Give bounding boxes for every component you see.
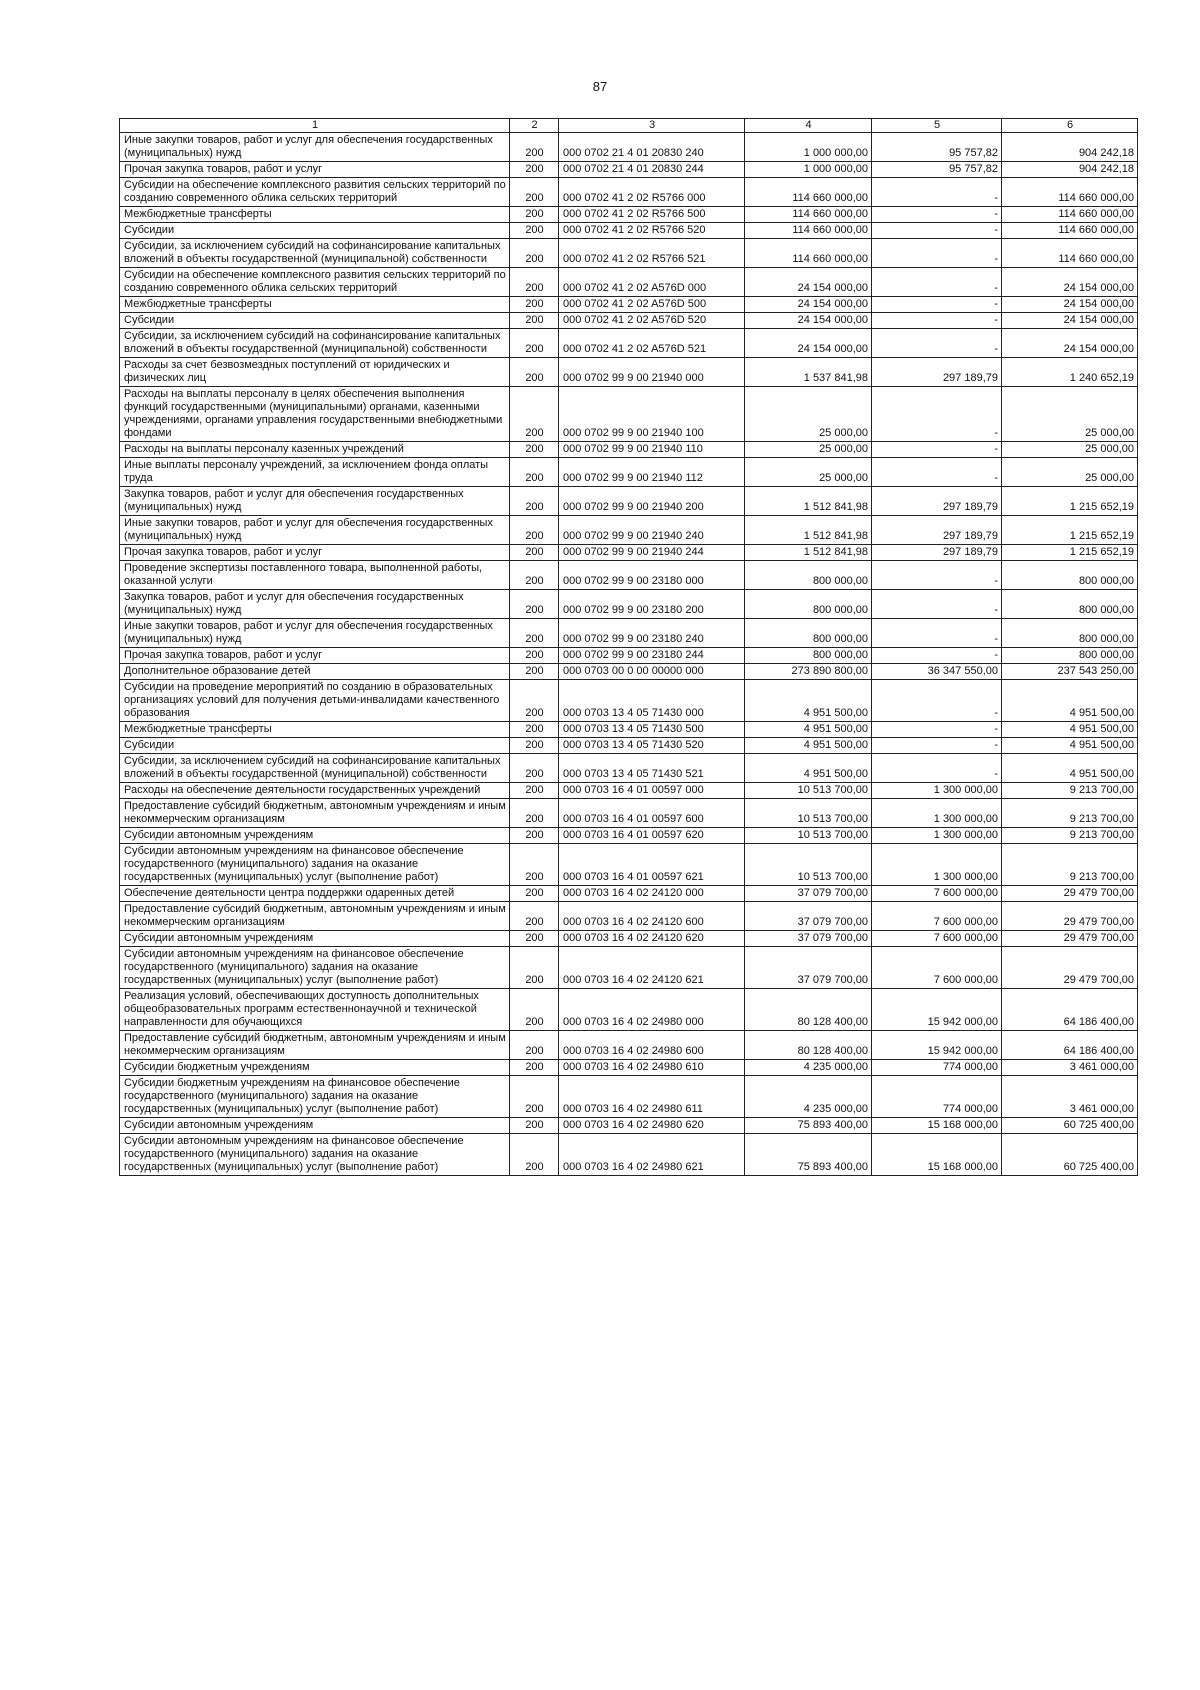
remaining-amount-cell: 25 000,00 bbox=[1002, 458, 1138, 487]
budget-classification-cell: 000 0703 16 4 01 00597 620 bbox=[559, 828, 745, 844]
budget-classification-cell: 000 0703 16 4 02 24980 621 bbox=[559, 1134, 745, 1176]
expense-name-cell: Субсидии на обеспечение комплексного развития сельских территорий по созданию современного облика сельских территорий bbox=[120, 268, 510, 297]
line-code-cell: 200 bbox=[510, 722, 559, 738]
remaining-amount-cell: 1 215 652,19 bbox=[1002, 545, 1138, 561]
approved-amount-cell: 4 951 500,00 bbox=[745, 738, 872, 754]
line-code-cell: 200 bbox=[510, 178, 559, 207]
expense-name-cell: Расходы на обеспечение деятельности государственных учреждений bbox=[120, 783, 510, 799]
line-code-cell: 200 bbox=[510, 268, 559, 297]
remaining-amount-cell: 4 951 500,00 bbox=[1002, 754, 1138, 783]
remaining-amount-cell: 4 951 500,00 bbox=[1002, 722, 1138, 738]
line-code-cell: 200 bbox=[510, 590, 559, 619]
expense-name-cell: Прочая закупка товаров, работ и услуг bbox=[120, 162, 510, 178]
approved-amount-cell: 24 154 000,00 bbox=[745, 329, 872, 358]
executed-amount-cell: - bbox=[872, 268, 1002, 297]
approved-amount-cell: 37 079 700,00 bbox=[745, 886, 872, 902]
budget-classification-cell: 000 0702 41 2 02 A576D 500 bbox=[559, 297, 745, 313]
budget-classification-cell: 000 0702 99 9 00 21940 000 bbox=[559, 358, 745, 387]
remaining-amount-cell: 114 660 000,00 bbox=[1002, 223, 1138, 239]
budget-classification-cell: 000 0703 16 4 02 24980 620 bbox=[559, 1118, 745, 1134]
line-code-cell: 200 bbox=[510, 1060, 559, 1076]
remaining-amount-cell: 800 000,00 bbox=[1002, 619, 1138, 648]
approved-amount-cell: 1 512 841,98 bbox=[745, 545, 872, 561]
remaining-amount-cell: 800 000,00 bbox=[1002, 590, 1138, 619]
approved-amount-cell: 10 513 700,00 bbox=[745, 799, 872, 828]
expense-name-cell: Прочая закупка товаров, работ и услуг bbox=[120, 545, 510, 561]
executed-amount-cell: 95 757,82 bbox=[872, 162, 1002, 178]
table-row bbox=[120, 722, 1138, 738]
line-code-cell: 200 bbox=[510, 207, 559, 223]
approved-amount-cell: 75 893 400,00 bbox=[745, 1134, 872, 1176]
budget-classification-cell: 000 0703 16 4 01 00597 000 bbox=[559, 783, 745, 799]
executed-amount-cell: 7 600 000,00 bbox=[872, 902, 1002, 931]
column-header: 3 bbox=[559, 119, 745, 133]
executed-amount-cell: - bbox=[872, 387, 1002, 442]
expense-name-cell: Межбюджетные трансферты bbox=[120, 722, 510, 738]
executed-amount-cell: 7 600 000,00 bbox=[872, 931, 1002, 947]
budget-classification-cell: 000 0703 16 4 01 00597 600 bbox=[559, 799, 745, 828]
expense-name-cell: Субсидии автономным учреждениям bbox=[120, 828, 510, 844]
executed-amount-cell: 7 600 000,00 bbox=[872, 886, 1002, 902]
budget-classification-cell: 000 0703 16 4 01 00597 621 bbox=[559, 844, 745, 886]
remaining-amount-cell: 3 461 000,00 bbox=[1002, 1076, 1138, 1118]
line-code-cell: 200 bbox=[510, 358, 559, 387]
approved-amount-cell: 37 079 700,00 bbox=[745, 947, 872, 989]
line-code-cell: 200 bbox=[510, 458, 559, 487]
budget-classification-cell: 000 0702 41 2 02 R5766 521 bbox=[559, 239, 745, 268]
line-code-cell: 200 bbox=[510, 1134, 559, 1176]
remaining-amount-cell: 800 000,00 bbox=[1002, 648, 1138, 664]
budget-classification-cell: 000 0703 16 4 02 24120 621 bbox=[559, 947, 745, 989]
executed-amount-cell: - bbox=[872, 329, 1002, 358]
expense-name-cell: Предоставление субсидий бюджетным, автономным учреждениям и иным некоммерческим организациям bbox=[120, 902, 510, 931]
line-code-cell: 200 bbox=[510, 442, 559, 458]
expense-name-cell: Расходы на выплаты персоналу казенных учреждений bbox=[120, 442, 510, 458]
executed-amount-cell: - bbox=[872, 754, 1002, 783]
approved-amount-cell: 10 513 700,00 bbox=[745, 844, 872, 886]
budget-classification-cell: 000 0702 99 9 00 21940 112 bbox=[559, 458, 745, 487]
expense-name-cell: Субсидии автономным учреждениям на финансовое обеспечение государственного (муниципального) задания на оказание государственных (муниципальных) услуг (выполнение работ) bbox=[120, 947, 510, 989]
executed-amount-cell: 1 300 000,00 bbox=[872, 783, 1002, 799]
table-row bbox=[120, 516, 1138, 545]
expense-name-cell: Субсидии bbox=[120, 313, 510, 329]
executed-amount-cell: - bbox=[872, 738, 1002, 754]
remaining-amount-cell: 24 154 000,00 bbox=[1002, 268, 1138, 297]
executed-amount-cell: 774 000,00 bbox=[872, 1060, 1002, 1076]
remaining-amount-cell: 29 479 700,00 bbox=[1002, 947, 1138, 989]
approved-amount-cell: 24 154 000,00 bbox=[745, 313, 872, 329]
line-code-cell: 200 bbox=[510, 329, 559, 358]
table-row bbox=[120, 358, 1138, 387]
remaining-amount-cell: 237 543 250,00 bbox=[1002, 664, 1138, 680]
line-code-cell: 200 bbox=[510, 313, 559, 329]
line-code-cell: 200 bbox=[510, 738, 559, 754]
budget-classification-cell: 000 0702 99 9 00 23180 244 bbox=[559, 648, 745, 664]
table-row bbox=[120, 664, 1138, 680]
table-row bbox=[120, 648, 1138, 664]
executed-amount-cell: - bbox=[872, 297, 1002, 313]
approved-amount-cell: 75 893 400,00 bbox=[745, 1118, 872, 1134]
remaining-amount-cell: 904 242,18 bbox=[1002, 133, 1138, 162]
budget-classification-cell: 000 0702 21 4 01 20830 240 bbox=[559, 133, 745, 162]
table-row bbox=[120, 487, 1138, 516]
expense-name-cell: Субсидии, за исключением субсидий на софинансирование капитальных вложений в объекты государственной (муниципальной) собственности bbox=[120, 239, 510, 268]
approved-amount-cell: 25 000,00 bbox=[745, 387, 872, 442]
remaining-amount-cell: 9 213 700,00 bbox=[1002, 828, 1138, 844]
table-row bbox=[120, 783, 1138, 799]
approved-amount-cell: 24 154 000,00 bbox=[745, 297, 872, 313]
expense-name-cell: Субсидии бюджетным учреждениям bbox=[120, 1060, 510, 1076]
expense-name-cell: Реализация условий, обеспечивающих доступность дополнительных общеобразовательных программ естественнонаучной и технической направленности для обучающихся bbox=[120, 989, 510, 1031]
remaining-amount-cell: 904 242,18 bbox=[1002, 162, 1138, 178]
table-row bbox=[120, 1031, 1138, 1060]
approved-amount-cell: 4 951 500,00 bbox=[745, 722, 872, 738]
expense-name-cell: Межбюджетные трансферты bbox=[120, 207, 510, 223]
table-row bbox=[120, 387, 1138, 442]
expense-name-cell: Субсидии, за исключением субсидий на софинансирование капитальных вложений в объекты государственной (муниципальной) собственности bbox=[120, 329, 510, 358]
remaining-amount-cell: 1 240 652,19 bbox=[1002, 358, 1138, 387]
budget-classification-cell: 000 0702 41 2 02 R5766 000 bbox=[559, 178, 745, 207]
line-code-cell: 200 bbox=[510, 664, 559, 680]
remaining-amount-cell: 29 479 700,00 bbox=[1002, 902, 1138, 931]
budget-classification-cell: 000 0703 16 4 02 24980 600 bbox=[559, 1031, 745, 1060]
approved-amount-cell: 800 000,00 bbox=[745, 590, 872, 619]
line-code-cell: 200 bbox=[510, 754, 559, 783]
budget-classification-cell: 000 0703 16 4 02 24120 620 bbox=[559, 931, 745, 947]
budget-classification-cell: 000 0703 16 4 02 24120 000 bbox=[559, 886, 745, 902]
approved-amount-cell: 1 512 841,98 bbox=[745, 516, 872, 545]
budget-classification-cell: 000 0702 41 2 02 A576D 000 bbox=[559, 268, 745, 297]
line-code-cell: 200 bbox=[510, 1076, 559, 1118]
table-row bbox=[120, 754, 1138, 783]
approved-amount-cell: 114 660 000,00 bbox=[745, 239, 872, 268]
expense-name-cell: Расходы за счет безвозмездных поступлений от юридических и физических лиц bbox=[120, 358, 510, 387]
remaining-amount-cell: 60 725 400,00 bbox=[1002, 1118, 1138, 1134]
approved-amount-cell: 4 951 500,00 bbox=[745, 680, 872, 722]
table-row bbox=[120, 1118, 1138, 1134]
remaining-amount-cell: 1 215 652,19 bbox=[1002, 516, 1138, 545]
remaining-amount-cell: 4 951 500,00 bbox=[1002, 738, 1138, 754]
executed-amount-cell: 1 300 000,00 bbox=[872, 828, 1002, 844]
executed-amount-cell: 297 189,79 bbox=[872, 487, 1002, 516]
remaining-amount-cell: 114 660 000,00 bbox=[1002, 239, 1138, 268]
table-row bbox=[120, 545, 1138, 561]
executed-amount-cell: - bbox=[872, 207, 1002, 223]
page-number: 87 bbox=[592, 79, 608, 94]
line-code-cell: 200 bbox=[510, 223, 559, 239]
executed-amount-cell: 297 189,79 bbox=[872, 516, 1002, 545]
budget-execution-table bbox=[119, 118, 1138, 1176]
table-row bbox=[120, 886, 1138, 902]
line-code-cell: 200 bbox=[510, 931, 559, 947]
approved-amount-cell: 4 951 500,00 bbox=[745, 754, 872, 783]
expense-name-cell: Иные выплаты персоналу учреждений, за исключением фонда оплаты труда bbox=[120, 458, 510, 487]
table-row bbox=[120, 329, 1138, 358]
executed-amount-cell: 36 347 550,00 bbox=[872, 664, 1002, 680]
table-row bbox=[120, 828, 1138, 844]
table-row bbox=[120, 223, 1138, 239]
executed-amount-cell: - bbox=[872, 680, 1002, 722]
column-header: 6 bbox=[1002, 119, 1138, 133]
line-code-cell: 200 bbox=[510, 680, 559, 722]
line-code-cell: 200 bbox=[510, 561, 559, 590]
line-code-cell: 200 bbox=[510, 989, 559, 1031]
table-row bbox=[120, 619, 1138, 648]
line-code-cell: 200 bbox=[510, 162, 559, 178]
remaining-amount-cell: 29 479 700,00 bbox=[1002, 931, 1138, 947]
line-code-cell: 200 bbox=[510, 297, 559, 313]
line-code-cell: 200 bbox=[510, 828, 559, 844]
budget-classification-cell: 000 0703 16 4 02 24980 611 bbox=[559, 1076, 745, 1118]
expense-name-cell: Обеспечение деятельности центра поддержки одаренных детей bbox=[120, 886, 510, 902]
table-row bbox=[120, 931, 1138, 947]
executed-amount-cell: - bbox=[872, 648, 1002, 664]
executed-amount-cell: - bbox=[872, 223, 1002, 239]
executed-amount-cell: 297 189,79 bbox=[872, 545, 1002, 561]
executed-amount-cell: 95 757,82 bbox=[872, 133, 1002, 162]
expense-name-cell: Иные закупки товаров, работ и услуг для обеспечения государственных (муниципальных) нужд bbox=[120, 133, 510, 162]
table-row bbox=[120, 297, 1138, 313]
approved-amount-cell: 37 079 700,00 bbox=[745, 931, 872, 947]
line-code-cell: 200 bbox=[510, 516, 559, 545]
budget-classification-cell: 000 0702 99 9 00 23180 200 bbox=[559, 590, 745, 619]
column-header: 5 bbox=[872, 119, 1002, 133]
column-header: 4 bbox=[745, 119, 872, 133]
expense-name-cell: Субсидии автономным учреждениям bbox=[120, 931, 510, 947]
budget-classification-cell: 000 0702 41 2 02 A576D 520 bbox=[559, 313, 745, 329]
remaining-amount-cell: 64 186 400,00 bbox=[1002, 1031, 1138, 1060]
executed-amount-cell: - bbox=[872, 442, 1002, 458]
expense-name-cell: Иные закупки товаров, работ и услуг для обеспечения государственных (муниципальных) нужд bbox=[120, 516, 510, 545]
approved-amount-cell: 10 513 700,00 bbox=[745, 828, 872, 844]
remaining-amount-cell: 60 725 400,00 bbox=[1002, 1134, 1138, 1176]
approved-amount-cell: 25 000,00 bbox=[745, 442, 872, 458]
table-row bbox=[120, 902, 1138, 931]
remaining-amount-cell: 9 213 700,00 bbox=[1002, 783, 1138, 799]
table-row bbox=[120, 738, 1138, 754]
executed-amount-cell: 297 189,79 bbox=[872, 358, 1002, 387]
table-row bbox=[120, 1134, 1138, 1176]
executed-amount-cell: - bbox=[872, 313, 1002, 329]
table-row bbox=[120, 162, 1138, 178]
line-code-cell: 200 bbox=[510, 545, 559, 561]
executed-amount-cell: 15 942 000,00 bbox=[872, 1031, 1002, 1060]
budget-classification-cell: 000 0703 16 4 02 24980 000 bbox=[559, 989, 745, 1031]
remaining-amount-cell: 4 951 500,00 bbox=[1002, 680, 1138, 722]
expense-name-cell: Субсидии bbox=[120, 738, 510, 754]
line-code-cell: 200 bbox=[510, 1118, 559, 1134]
approved-amount-cell: 25 000,00 bbox=[745, 458, 872, 487]
remaining-amount-cell: 24 154 000,00 bbox=[1002, 297, 1138, 313]
expense-name-cell: Дополнительное образование детей bbox=[120, 664, 510, 680]
executed-amount-cell: - bbox=[872, 458, 1002, 487]
approved-amount-cell: 273 890 800,00 bbox=[745, 664, 872, 680]
executed-amount-cell: 7 600 000,00 bbox=[872, 947, 1002, 989]
remaining-amount-cell: 114 660 000,00 bbox=[1002, 178, 1138, 207]
budget-classification-cell: 000 0703 13 4 05 71430 000 bbox=[559, 680, 745, 722]
remaining-amount-cell: 3 461 000,00 bbox=[1002, 1060, 1138, 1076]
budget-classification-cell: 000 0702 41 2 02 R5766 500 bbox=[559, 207, 745, 223]
budget-classification-cell: 000 0702 21 4 01 20830 244 bbox=[559, 162, 745, 178]
budget-classification-cell: 000 0702 99 9 00 21940 110 bbox=[559, 442, 745, 458]
executed-amount-cell: 15 942 000,00 bbox=[872, 989, 1002, 1031]
table-row bbox=[120, 680, 1138, 722]
table-row bbox=[120, 313, 1138, 329]
remaining-amount-cell: 64 186 400,00 bbox=[1002, 989, 1138, 1031]
expense-name-cell: Межбюджетные трансферты bbox=[120, 297, 510, 313]
table-row bbox=[120, 844, 1138, 886]
expense-name-cell: Расходы на выплаты персоналу в целях обеспечения выполнения функций государственными (муниципальными) органами, казенными учреждениями, органами управления государственными внебюджетными фондами bbox=[120, 387, 510, 442]
approved-amount-cell: 114 660 000,00 bbox=[745, 207, 872, 223]
table-row bbox=[120, 239, 1138, 268]
executed-amount-cell: - bbox=[872, 178, 1002, 207]
line-code-cell: 200 bbox=[510, 487, 559, 516]
table-row bbox=[120, 1060, 1138, 1076]
expense-name-cell: Предоставление субсидий бюджетным, автономным учреждениям и иным некоммерческим организациям bbox=[120, 799, 510, 828]
expense-name-cell: Прочая закупка товаров, работ и услуг bbox=[120, 648, 510, 664]
executed-amount-cell: 15 168 000,00 bbox=[872, 1134, 1002, 1176]
approved-amount-cell: 80 128 400,00 bbox=[745, 1031, 872, 1060]
executed-amount-cell: 15 168 000,00 bbox=[872, 1118, 1002, 1134]
executed-amount-cell: - bbox=[872, 619, 1002, 648]
approved-amount-cell: 1 000 000,00 bbox=[745, 133, 872, 162]
column-header: 1 bbox=[120, 119, 510, 133]
budget-classification-cell: 000 0702 99 9 00 21940 200 bbox=[559, 487, 745, 516]
line-code-cell: 200 bbox=[510, 783, 559, 799]
expense-name-cell: Субсидии автономным учреждениям bbox=[120, 1118, 510, 1134]
approved-amount-cell: 114 660 000,00 bbox=[745, 223, 872, 239]
executed-amount-cell: - bbox=[872, 590, 1002, 619]
approved-amount-cell: 800 000,00 bbox=[745, 648, 872, 664]
executed-amount-cell: - bbox=[872, 239, 1002, 268]
budget-classification-cell: 000 0703 00 0 00 00000 000 bbox=[559, 664, 745, 680]
expense-name-cell: Субсидии автономным учреждениям на финансовое обеспечение государственного (муниципального) задания на оказание государственных (муниципальных) услуг (выполнение работ) bbox=[120, 1134, 510, 1176]
table-row bbox=[120, 989, 1138, 1031]
executed-amount-cell: 1 300 000,00 bbox=[872, 799, 1002, 828]
approved-amount-cell: 37 079 700,00 bbox=[745, 902, 872, 931]
table-row bbox=[120, 207, 1138, 223]
approved-amount-cell: 800 000,00 bbox=[745, 619, 872, 648]
expense-name-cell: Закупка товаров, работ и услуг для обеспечения государственных (муниципальных) нужд bbox=[120, 487, 510, 516]
line-code-cell: 200 bbox=[510, 648, 559, 664]
executed-amount-cell: 774 000,00 bbox=[872, 1076, 1002, 1118]
line-code-cell: 200 bbox=[510, 387, 559, 442]
table-body bbox=[120, 133, 1138, 1176]
table-row bbox=[120, 1076, 1138, 1118]
remaining-amount-cell: 24 154 000,00 bbox=[1002, 313, 1138, 329]
table-row bbox=[120, 799, 1138, 828]
budget-classification-cell: 000 0703 13 4 05 71430 520 bbox=[559, 738, 745, 754]
line-code-cell: 200 bbox=[510, 619, 559, 648]
approved-amount-cell: 4 235 000,00 bbox=[745, 1076, 872, 1118]
remaining-amount-cell: 114 660 000,00 bbox=[1002, 207, 1138, 223]
budget-classification-cell: 000 0702 99 9 00 21940 100 bbox=[559, 387, 745, 442]
table-row bbox=[120, 178, 1138, 207]
remaining-amount-cell: 24 154 000,00 bbox=[1002, 329, 1138, 358]
table-row bbox=[120, 561, 1138, 590]
table-row bbox=[120, 133, 1138, 162]
line-code-cell: 200 bbox=[510, 902, 559, 931]
approved-amount-cell: 1 000 000,00 bbox=[745, 162, 872, 178]
expense-name-cell: Субсидии автономным учреждениям на финансовое обеспечение государственного (муниципального) задания на оказание государственных (муниципальных) услуг (выполнение работ) bbox=[120, 844, 510, 886]
table-row bbox=[120, 442, 1138, 458]
expense-name-cell: Иные закупки товаров, работ и услуг для обеспечения государственных (муниципальных) нужд bbox=[120, 619, 510, 648]
remaining-amount-cell: 25 000,00 bbox=[1002, 387, 1138, 442]
budget-classification-cell: 000 0702 99 9 00 23180 000 bbox=[559, 561, 745, 590]
table-row bbox=[120, 590, 1138, 619]
expense-name-cell: Субсидии, за исключением субсидий на софинансирование капитальных вложений в объекты государственной (муниципальной) собственности bbox=[120, 754, 510, 783]
budget-classification-cell: 000 0703 16 4 02 24120 600 bbox=[559, 902, 745, 931]
budget-classification-cell: 000 0702 99 9 00 21940 244 bbox=[559, 545, 745, 561]
approved-amount-cell: 10 513 700,00 bbox=[745, 783, 872, 799]
approved-amount-cell: 800 000,00 bbox=[745, 561, 872, 590]
approved-amount-cell: 4 235 000,00 bbox=[745, 1060, 872, 1076]
expense-name-cell: Субсидии bbox=[120, 223, 510, 239]
remaining-amount-cell: 800 000,00 bbox=[1002, 561, 1138, 590]
remaining-amount-cell: 9 213 700,00 bbox=[1002, 844, 1138, 886]
budget-classification-cell: 000 0703 16 4 02 24980 610 bbox=[559, 1060, 745, 1076]
approved-amount-cell: 24 154 000,00 bbox=[745, 268, 872, 297]
budget-classification-cell: 000 0702 41 2 02 R5766 520 bbox=[559, 223, 745, 239]
budget-classification-cell: 000 0702 99 9 00 23180 240 bbox=[559, 619, 745, 648]
budget-classification-cell: 000 0702 99 9 00 21940 240 bbox=[559, 516, 745, 545]
line-code-cell: 200 bbox=[510, 947, 559, 989]
remaining-amount-cell: 29 479 700,00 bbox=[1002, 886, 1138, 902]
line-code-cell: 200 bbox=[510, 844, 559, 886]
executed-amount-cell: 1 300 000,00 bbox=[872, 844, 1002, 886]
line-code-cell: 200 bbox=[510, 1031, 559, 1060]
line-code-cell: 200 bbox=[510, 886, 559, 902]
table-row bbox=[120, 947, 1138, 989]
expense-name-cell: Субсидии бюджетным учреждениям на финансовое обеспечение государственного (муниципального) задания на оказание государственных (муниципальных) услуг (выполнение работ) bbox=[120, 1076, 510, 1118]
expense-name-cell: Закупка товаров, работ и услуг для обеспечения государственных (муниципальных) нужд bbox=[120, 590, 510, 619]
budget-classification-cell: 000 0703 13 4 05 71430 500 bbox=[559, 722, 745, 738]
expense-name-cell: Субсидии на обеспечение комплексного развития сельских территорий по созданию современного облика сельских территорий bbox=[120, 178, 510, 207]
line-code-cell: 200 bbox=[510, 799, 559, 828]
executed-amount-cell: - bbox=[872, 561, 1002, 590]
approved-amount-cell: 80 128 400,00 bbox=[745, 989, 872, 1031]
approved-amount-cell: 1 537 841,98 bbox=[745, 358, 872, 387]
budget-classification-cell: 000 0703 13 4 05 71430 521 bbox=[559, 754, 745, 783]
expense-name-cell: Предоставление субсидий бюджетным, автономным учреждениям и иным некоммерческим организациям bbox=[120, 1031, 510, 1060]
table-row bbox=[120, 458, 1138, 487]
executed-amount-cell: - bbox=[872, 722, 1002, 738]
approved-amount-cell: 1 512 841,98 bbox=[745, 487, 872, 516]
remaining-amount-cell: 9 213 700,00 bbox=[1002, 799, 1138, 828]
table-row bbox=[120, 268, 1138, 297]
line-code-cell: 200 bbox=[510, 133, 559, 162]
table-header-row bbox=[120, 119, 1138, 133]
remaining-amount-cell: 1 215 652,19 bbox=[1002, 487, 1138, 516]
remaining-amount-cell: 25 000,00 bbox=[1002, 442, 1138, 458]
line-code-cell: 200 bbox=[510, 239, 559, 268]
column-header: 2 bbox=[510, 119, 559, 133]
budget-classification-cell: 000 0702 41 2 02 A576D 521 bbox=[559, 329, 745, 358]
approved-amount-cell: 114 660 000,00 bbox=[745, 178, 872, 207]
expense-name-cell: Субсидии на проведение мероприятий по созданию в образовательных организациях условий для получения детьми-инвалидами качественного образования bbox=[120, 680, 510, 722]
expense-name-cell: Проведение экспертизы поставленного товара, выполненной работы, оказанной услуги bbox=[120, 561, 510, 590]
